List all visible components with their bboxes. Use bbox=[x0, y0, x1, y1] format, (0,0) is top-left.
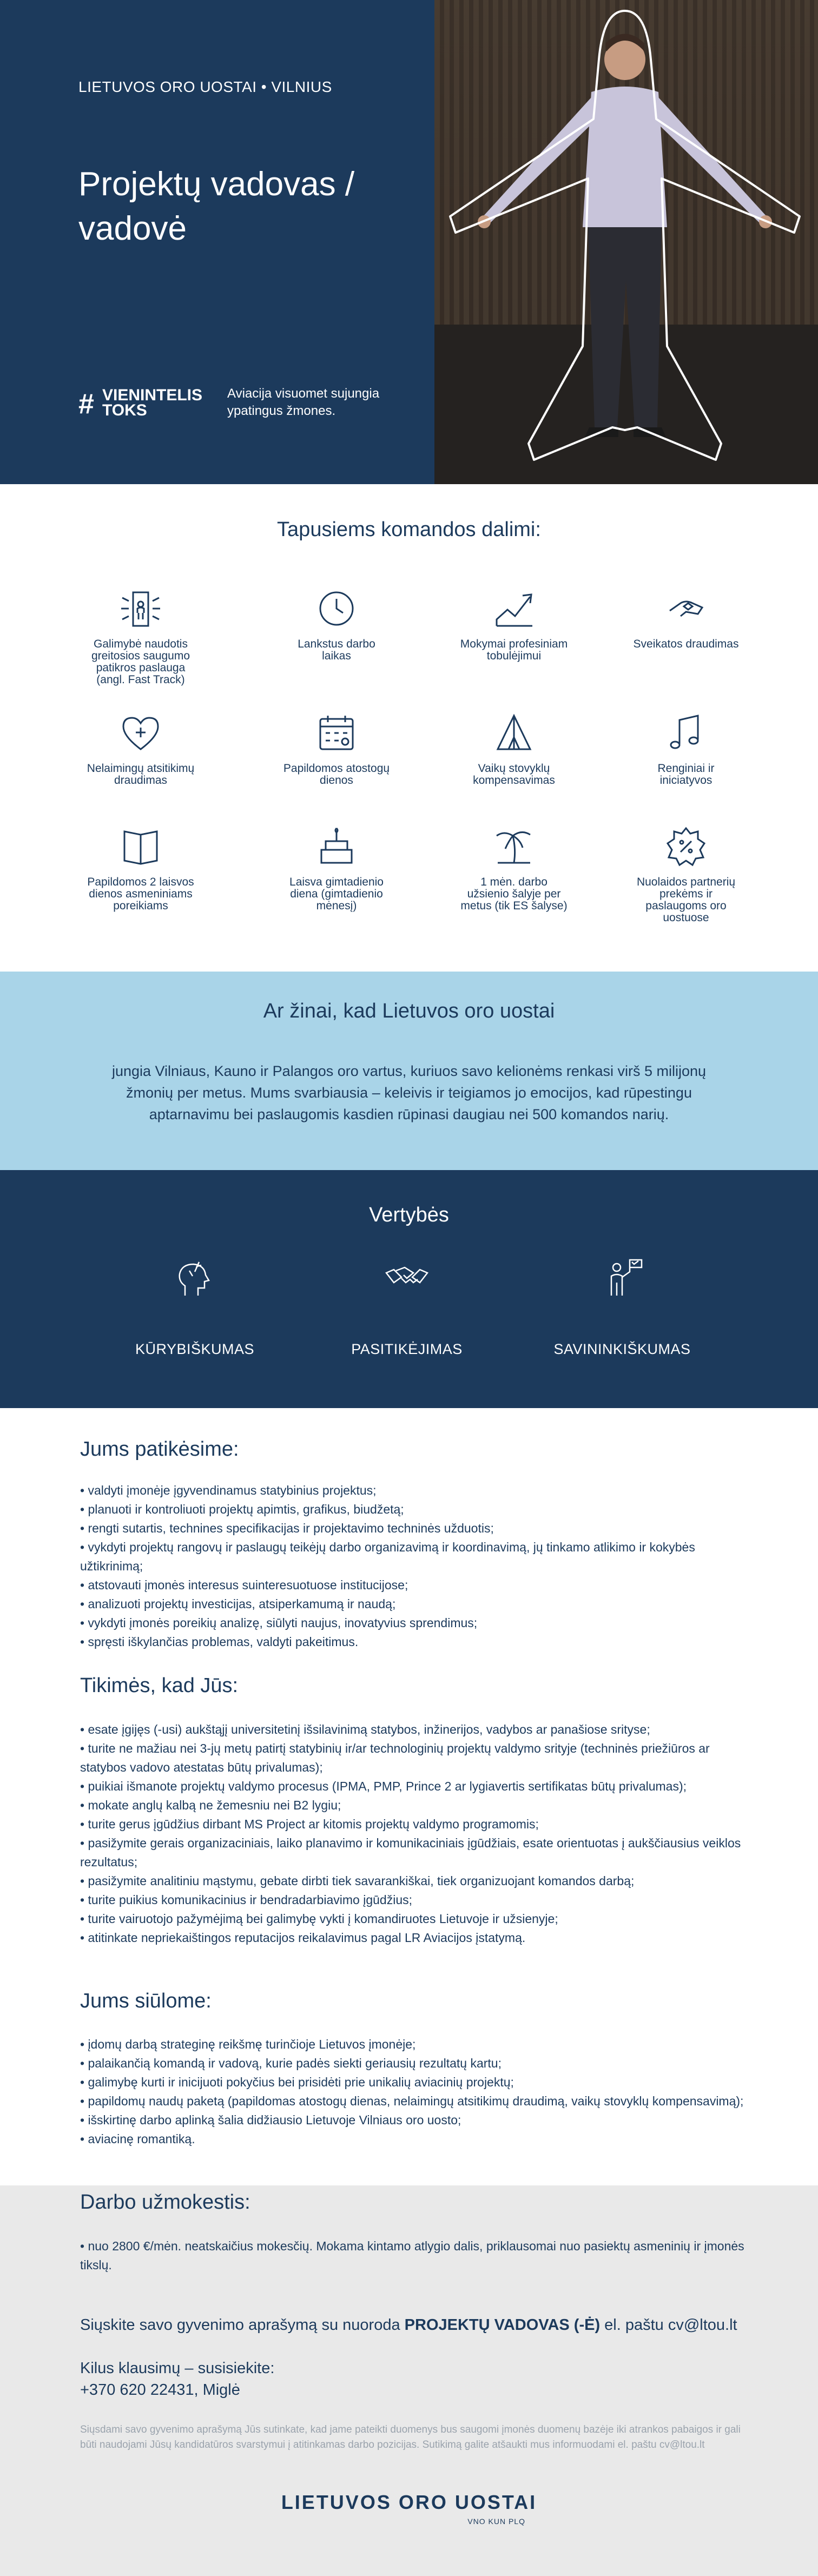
trust-title: Jums patikėsime: bbox=[80, 1438, 239, 1461]
list-item: • puikiai išmanote projektų valdymo procesus (IPMA, PMP, Prince 2 ar lygiavertis sertifikatas būtų privalumas); bbox=[80, 1779, 687, 1793]
perk-label: Galimybė naudotis greitosios saugumo patikros paslauga (angl. Fast Track) bbox=[91, 638, 190, 686]
salary-title: Darbo užmokestis: bbox=[80, 2191, 250, 2214]
clock-icon bbox=[315, 587, 358, 630]
apply-prefix: Siųskite savo gyvenimo aprašymą su nuoroda bbox=[80, 2316, 400, 2334]
contact-label: Kilus klausimų – susisiekite: bbox=[80, 2360, 275, 2377]
perk-label: Renginiai ir iniciatyvos bbox=[657, 762, 715, 787]
value-label: PASITIKĖJIMAS bbox=[351, 1341, 463, 1357]
value-label: SAVININKIŠKUMAS bbox=[553, 1341, 691, 1357]
discount-badge-icon bbox=[664, 825, 708, 868]
hero-slogan: Aviacija visuomet sujungia ypatingus žmones. bbox=[227, 386, 380, 418]
list-item: • atitinkate nepriekaištingos reputacijos reikalavimus pagal LR Aviacijos įstatymą. bbox=[80, 1931, 526, 1945]
logo-hash: # bbox=[78, 388, 94, 420]
palm-tree-icon bbox=[492, 825, 536, 868]
perk-label: Papildomos atostogų dienos bbox=[283, 762, 390, 787]
expect-list bbox=[80, 1720, 746, 1947]
music-note-icon bbox=[664, 711, 708, 755]
calendar-icon bbox=[315, 711, 358, 755]
list-item: • turite vairuotojo pažymėjimą bei galimybę vykti į komandiruotes Lietuvoje ir užsienyje; bbox=[80, 1912, 558, 1926]
perk-label: Mokymai profesiniam tobulėjimui bbox=[460, 638, 568, 662]
tent-icon bbox=[492, 711, 536, 755]
list-item: • įdomų darbą strateginę reikšmę turinčioje Lietuvos įmonėje; bbox=[80, 2037, 416, 2051]
privacy-disclaimer: Siųsdami savo gyvenimo aprašymą Jūs sutinkate, kad jame pateikti duomenys bus saugomi įmonės duomenų bazėje iki atrankos pabaigos ir gali būti naudojami Jūsų kandidatūros svarstymui į atitinkamas darbo pozicijas. Sutikimą galite atšaukti mus informuodami el. paštu cv@ltou.lt bbox=[80, 2424, 741, 2450]
perk-label: Nelaimingų atsitikimų draudimas bbox=[87, 762, 195, 787]
footer-logo-sub: VNO KUN PLQ bbox=[467, 2517, 525, 2526]
info-title: Ar žinai, kad Lietuvos oro uostai bbox=[263, 1000, 555, 1022]
perk-label: Sveikatos draudimas bbox=[633, 638, 739, 650]
list-item: • galimybę kurti ir inicijuoti pokyčius bei prisidėti prie unikalių aviacinių projektų; bbox=[80, 2075, 514, 2089]
perk-label: 1 mėn. darbo užsienio šalyje per metus (tik ES šalyse) bbox=[460, 876, 568, 912]
perks-title: Tapusiems komandos dalimi: bbox=[277, 518, 541, 541]
info-text: jungia Vilniaus, Kauno ir Palangos oro vartus, kuriuos savo kelionėms renkasi virš 5 milijonų žmonių per metus. Mums svarbiausia – keleivis ir teigiamos jo emocijos, kad rūpestingu aptarnavimu bei paslaugomis kasdien rūpinasi daugiau nei 500 komandos narių. bbox=[111, 1063, 707, 1122]
list-item: • pasižymite analitiniu mąstymu, gebate dirbti tiek savarankiškai, tiek organizuojant komandos darbą; bbox=[80, 1874, 635, 1888]
list-item: • rengti sutartis, technines specifikacijas ir projektavimo techninės užduotis; bbox=[80, 1521, 494, 1535]
values-title: Vertybės bbox=[369, 1204, 449, 1226]
perk-label: Laisva gimtadienio diena (gimtadienio mėnesį) bbox=[289, 876, 384, 912]
person-airplane-illustration bbox=[434, 0, 818, 484]
list-item: • pasižymite gerais organizaciniais, laiko planavimo ir komunikaciniais įgūdžiais, esate orientuotas į aukščiausius veiklos rezultatus; bbox=[80, 1836, 741, 1869]
list-item: • išskirtinę darbo aplinką šalia didžiausio Lietuvoje Vilniaus oro uosto; bbox=[80, 2113, 461, 2127]
perk-label: Papildomos 2 laisvos dienos asmeniniams poreikiams bbox=[87, 876, 194, 912]
list-item: • analizuoti projektų investicijas, atsiperkamumą ir naudą; bbox=[80, 1597, 396, 1611]
person-flag-icon bbox=[601, 1257, 644, 1300]
vienintelis-toks-logo bbox=[78, 387, 203, 418]
list-item: • turite ne mažiau nei 3-jų metų patirtį statybinių ir/ar technologinių projektų valdymo srityje (techninės priežiūros ar statybos vadovo atestatas būtų privalumas); bbox=[80, 1741, 710, 1774]
contact-phone[interactable]: +370 620 22431, Miglė bbox=[80, 2381, 240, 2399]
heart-plus-icon bbox=[119, 711, 162, 755]
handshake-icon bbox=[385, 1257, 428, 1300]
creative-head-icon bbox=[173, 1257, 216, 1300]
list-item: • planuoti ir kontroliuoti projektų apimtis, grafikus, biudžetą; bbox=[80, 1502, 404, 1516]
hero-text-panel bbox=[0, 0, 434, 484]
list-item: • mokate anglų kalbą ne žemesniu nei B2 lygiu; bbox=[80, 1798, 341, 1812]
growth-chart-icon bbox=[492, 587, 536, 630]
logo-line2: TOKS bbox=[102, 401, 147, 419]
hero-photo bbox=[434, 0, 818, 484]
list-item: • aviacinę romantiką. bbox=[80, 2132, 195, 2146]
offer-title: Jums siūlome: bbox=[80, 1990, 212, 2012]
values-band bbox=[0, 1170, 818, 1408]
apply-reference: PROJEKTŲ VADOVAS (-Ė) bbox=[404, 2316, 601, 2334]
perk-label: Vaikų stovyklų kompensavimas bbox=[473, 762, 555, 787]
perk-label: Lankstus darbo laikas bbox=[298, 638, 375, 662]
trust-list bbox=[80, 1481, 746, 1652]
footer-logo-text: LIETUVOS ORO UOSTAI bbox=[281, 2491, 537, 2513]
list-item: • valdyti įmonėje įgyvendinamus statybinius projektus; bbox=[80, 1483, 377, 1497]
expect-title: Tikimės, kad Jūs: bbox=[80, 1674, 239, 1697]
job-title: Projektų vadovas / vadovė bbox=[78, 166, 355, 247]
fast-track-gate-icon bbox=[119, 587, 162, 630]
info-band bbox=[0, 972, 818, 1170]
list-item: • papildomų naudų paketą (papildomas atostogų dienas, nelaimingų atsitikimų draudimą, vaikų stovyklų kompensavimą); bbox=[80, 2094, 744, 2108]
apply-email[interactable]: el. paštu cv@ltou.lt bbox=[604, 2316, 737, 2334]
list-item: • turite puikius komunikacinius ir bendradarbiavimo įgūdžius; bbox=[80, 1893, 413, 1907]
health-hand-icon bbox=[664, 587, 708, 630]
apply-instructions bbox=[80, 2316, 746, 2334]
book-icon bbox=[119, 825, 162, 868]
list-item: • esate įgijęs (-usi) aukštąjį universitetinį išsilavinimą statybos, inžinerijos, vadybos ar panašiose srityse; bbox=[80, 1722, 650, 1736]
list-item: • palaikančią komandą ir vadovą, kurie padės siekti geriausių rezultatų kartu; bbox=[80, 2056, 502, 2070]
logo-line1: VIENINTELIS bbox=[102, 386, 203, 404]
salary-text: • nuo 2800 €/mėn. neatskaičius mokesčių. Mokama kintamo atlygio dalis, priklausomai nuo pasiektų asmeninių ir įmonės tikslų. bbox=[80, 2239, 744, 2272]
list-item: • atstovauti įmonės interesus suinteresuotuose institucijose; bbox=[80, 1578, 408, 1592]
hero-banner bbox=[0, 0, 818, 484]
list-item: • turite gerus įgūdžius dirbant MS Project ar kitomis projektų valdymo programomis; bbox=[80, 1817, 539, 1831]
cake-icon bbox=[315, 825, 358, 868]
offer-list bbox=[80, 2035, 746, 2149]
list-item: • vykdyti projektų rangovų ir paslaugų teikėjų darbo organizavimą ir koordinavimą, jų tinkamo atlikimo ir kokybės užtikrinimą; bbox=[80, 1540, 695, 1573]
footer-logo bbox=[0, 2491, 818, 2526]
value-label: KŪRYBIŠKUMAS bbox=[135, 1341, 255, 1357]
list-item: • vykdyti įmonės poreikių analizę, siūlyti naujus, inovatyvius sprendimus; bbox=[80, 1616, 478, 1630]
list-item: • spręsti iškylančias problemas, valdyti pakeitimus. bbox=[80, 1635, 359, 1649]
hero-kicker: LIETUVOS ORO UOSTAI • VILNIUS bbox=[78, 78, 332, 95]
perk-label: Nuolaidos partnerių prekėms ir paslaugoms oro uostuose bbox=[636, 876, 736, 924]
